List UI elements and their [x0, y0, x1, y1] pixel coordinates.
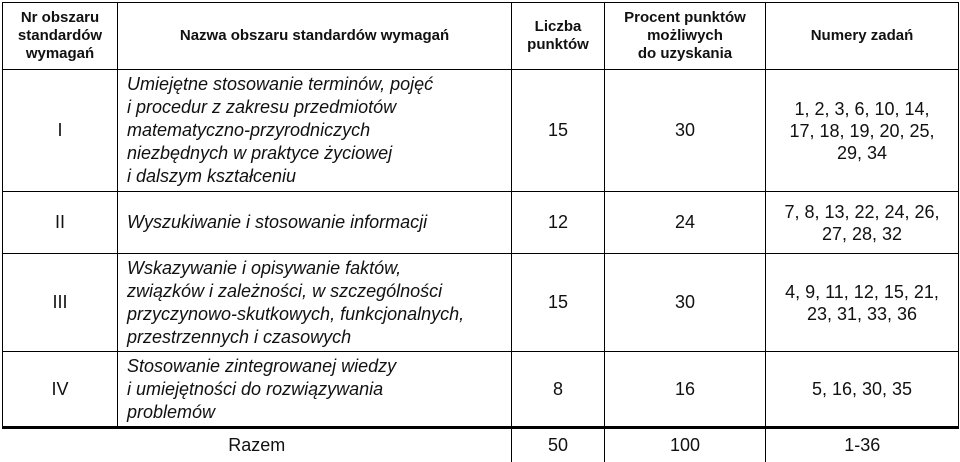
header-area-number	[3, 3, 118, 70]
tasks-cell	[766, 352, 959, 428]
total-points: 50	[512, 428, 605, 462]
header-points-line: Liczba	[534, 18, 582, 35]
total-percent: 100	[605, 428, 766, 462]
tasks-line: 23, 31, 33, 36	[806, 303, 918, 324]
area-name-line: Wskazywanie i opisywanie faktów,	[127, 257, 402, 278]
area-name-line: problemów	[127, 401, 216, 422]
header-area-number-line: standardów	[17, 27, 103, 44]
area-name-line: Umiejętne stosowanie terminów, pojęć	[127, 74, 434, 94]
table-row	[3, 70, 959, 192]
tasks-line: 4, 9, 11, 12, 15, 21,	[785, 281, 939, 302]
points-cell: 12	[512, 192, 605, 254]
area-name-line: Wyszukiwanie i stosowanie informacji	[127, 212, 428, 232]
points-cell: 8	[512, 352, 605, 428]
area-number-cell: III	[3, 254, 118, 352]
area-name-line: związków i zależności, w szczególności	[127, 280, 443, 301]
table-row	[3, 254, 959, 352]
header-area-name	[118, 3, 512, 70]
percent-cell: 30	[605, 70, 766, 192]
table-row	[3, 352, 959, 428]
tasks-cell	[766, 254, 959, 352]
total-row	[3, 428, 959, 462]
area-name-line: i procedur z zakresu przedmiotów	[127, 97, 397, 117]
table-row	[3, 192, 959, 254]
area-name-cell	[118, 254, 512, 352]
header-percent-line: Procent punktów	[624, 9, 746, 26]
percent-cell: 16	[605, 352, 766, 428]
area-name-line: przestrzennych i czasowych	[127, 326, 352, 347]
area-name-line: i umiejętności do rozwiązywania	[127, 378, 384, 399]
area-name-line: przyczynowo-skutkowych, funkcjonalnych,	[127, 303, 465, 324]
area-name-line: i dalszym kształceniu	[127, 166, 297, 186]
total-label: Razem	[3, 428, 512, 462]
area-number-cell: I	[3, 70, 118, 192]
total-tasks: 1-36	[766, 428, 959, 462]
points-cell: 15	[512, 70, 605, 192]
tasks-line: 1, 2, 3, 6, 10, 14,	[794, 98, 930, 119]
tasks-line: 17, 18, 19, 20, 25,	[789, 120, 935, 141]
header-area-number-line: Nr obszaru	[20, 9, 100, 26]
area-name-cell	[118, 70, 512, 192]
requirements-table	[2, 2, 959, 462]
points-cell: 15	[512, 254, 605, 352]
header-percent-line: do uzyskania	[637, 45, 733, 62]
header-tasks	[766, 3, 959, 70]
header-percent	[605, 3, 766, 70]
header-points-line: punktów	[527, 36, 589, 53]
header-tasks-text: Numery zadań	[810, 27, 914, 44]
area-number-cell: II	[3, 192, 118, 254]
tasks-cell	[766, 192, 959, 254]
tasks-line: 7, 8, 13, 22, 24, 26,	[784, 201, 940, 222]
header-area-name-text: Nazwa obszaru standardów wymagań	[179, 27, 450, 44]
header-points	[512, 3, 605, 70]
area-name-line: niezbędnych w praktyce życiowej	[127, 143, 393, 163]
header-percent-line: możliwych	[647, 27, 723, 44]
area-number-cell: IV	[3, 352, 118, 428]
area-name-line: matematyczno-przyrodniczych	[127, 120, 371, 140]
header-row	[3, 3, 959, 70]
tasks-cell	[766, 70, 959, 192]
tasks-line: 27, 28, 32	[821, 223, 903, 244]
area-name-line: Stosowanie zintegrowanej wiedzy	[127, 355, 397, 376]
percent-cell: 24	[605, 192, 766, 254]
tasks-line: 5, 16, 30, 35	[811, 379, 913, 399]
area-name-cell	[118, 192, 512, 254]
area-name-cell	[118, 352, 512, 428]
percent-cell: 30	[605, 254, 766, 352]
header-area-number-line: wymagań	[25, 45, 95, 62]
tasks-line: 29, 34	[836, 142, 888, 163]
